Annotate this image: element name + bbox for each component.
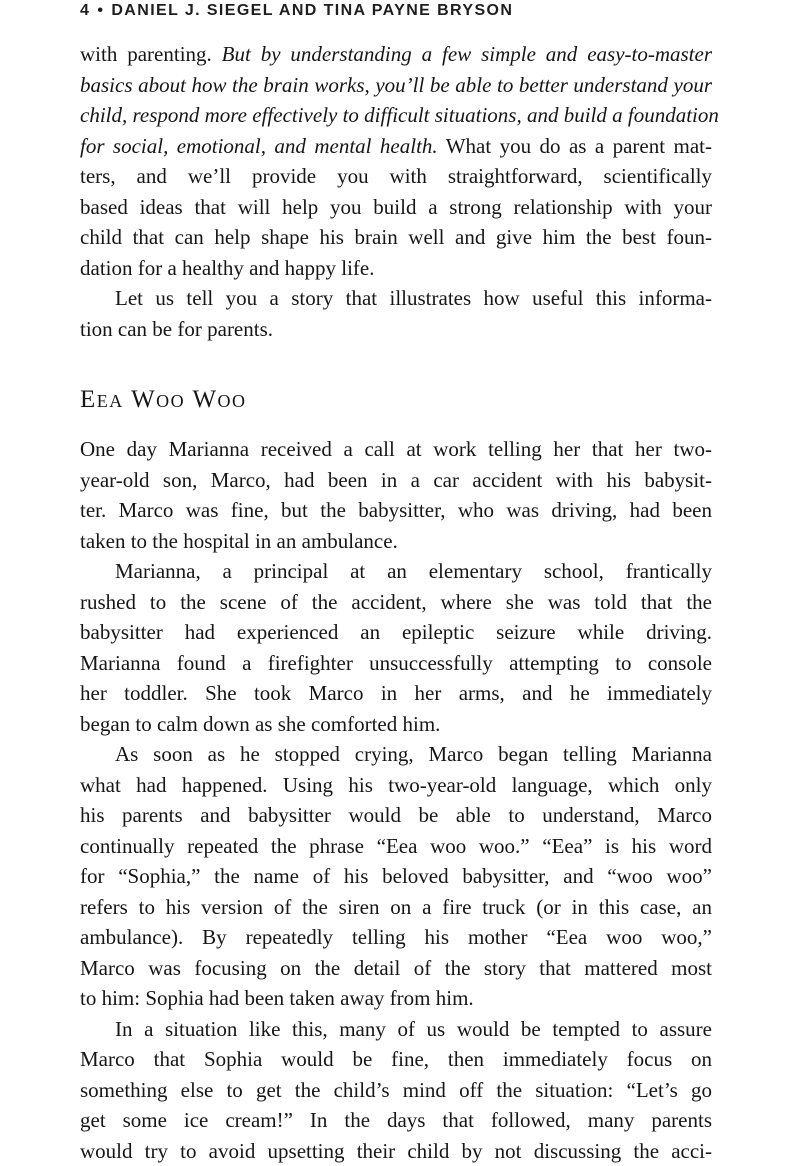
text-line: get some ice cream!” In the days that followed, many parents — [80, 1105, 712, 1136]
text-line: his parents and babysitter would be able to understand, Marco — [80, 800, 712, 831]
text-line: tion can be for parents. — [80, 314, 712, 345]
text-line: to him: Sophia had been taken away from him. — [80, 983, 712, 1014]
running-head-separator: • — [97, 2, 104, 19]
text-line: would try to avoid upsetting their child by not discussing the acci- — [80, 1136, 712, 1166]
text-line: ters, and we’ll provide you with straightforward, scientifically — [80, 161, 712, 192]
text-line: based ideas that will help you build a strong relationship with your — [80, 192, 712, 223]
text-line: rushed to the scene of the accident, where she was told that the — [80, 587, 712, 618]
text-line: Marco that Sophia would be fine, then immediately focus on — [80, 1044, 712, 1075]
text-line: her toddler. She took Marco in her arms, and he immediately — [80, 678, 712, 709]
text-line: Marco was focusing on the detail of the story that mattered most — [80, 953, 712, 984]
text-line: basics about how the brain works, you’ll be able to better understand your — [80, 70, 712, 101]
running-head-authors: DANIEL J. SIEGEL AND TINA PAYNE BRYSON — [111, 2, 513, 19]
text-line: babysitter had experienced an epileptic seizure while driving. — [80, 617, 712, 648]
text-line: ambulance). By repeatedly telling his mother “Eea woo woo,” — [80, 922, 712, 953]
text-line: with parenting. But by understanding a few simple and easy-to-master — [80, 39, 712, 70]
text-line: for “Sophia,” the name of his beloved babysitter, and “woo woo” — [80, 861, 712, 892]
text-line: Marianna, a principal at an elementary school, frantically — [80, 556, 712, 587]
section-heading: Eea Woo Woo — [80, 386, 247, 414]
text-line: Marianna found a firefighter unsuccessfully attempting to console — [80, 648, 712, 679]
story-paragraphs — [80, 434, 712, 1166]
intro-paragraphs — [80, 39, 712, 344]
text-line: what had happened. Using his two-year-old language, which only — [80, 770, 712, 801]
text-line: dation for a healthy and happy life. — [80, 253, 712, 284]
text-line: Let us tell you a story that illustrates how useful this informa- — [80, 283, 712, 314]
text-line: child that can help shape his brain well and give him the best foun- — [80, 222, 712, 253]
text-line: child, respond more effectively to difficult situations, and build a foundation — [80, 100, 712, 131]
text-line: As soon as he stopped crying, Marco began telling Marianna — [80, 739, 712, 770]
text-line: for social, emotional, and mental health. What you do as a parent mat- — [80, 131, 712, 162]
text-line: In a situation like this, many of us would be tempted to assure — [80, 1014, 712, 1045]
running-head — [80, 2, 513, 20]
text-line: continually repeated the phrase “Eea woo woo.” “Eea” is his word — [80, 831, 712, 862]
text-line: refers to his version of the siren on a fire truck (or in this case, an — [80, 892, 712, 923]
text-line: something else to get the child’s mind off the situation: “Let’s go — [80, 1075, 712, 1106]
text-line: began to calm down as she comforted him. — [80, 709, 712, 740]
page-number: 4 — [80, 2, 90, 19]
text-line: year-old son, Marco, had been in a car accident with his babysit- — [80, 465, 712, 496]
text-line: One day Marianna received a call at work telling her that her two- — [80, 434, 712, 465]
text-line: taken to the hospital in an ambulance. — [80, 526, 712, 557]
text-line: ter. Marco was fine, but the babysitter, who was driving, had been — [80, 495, 712, 526]
